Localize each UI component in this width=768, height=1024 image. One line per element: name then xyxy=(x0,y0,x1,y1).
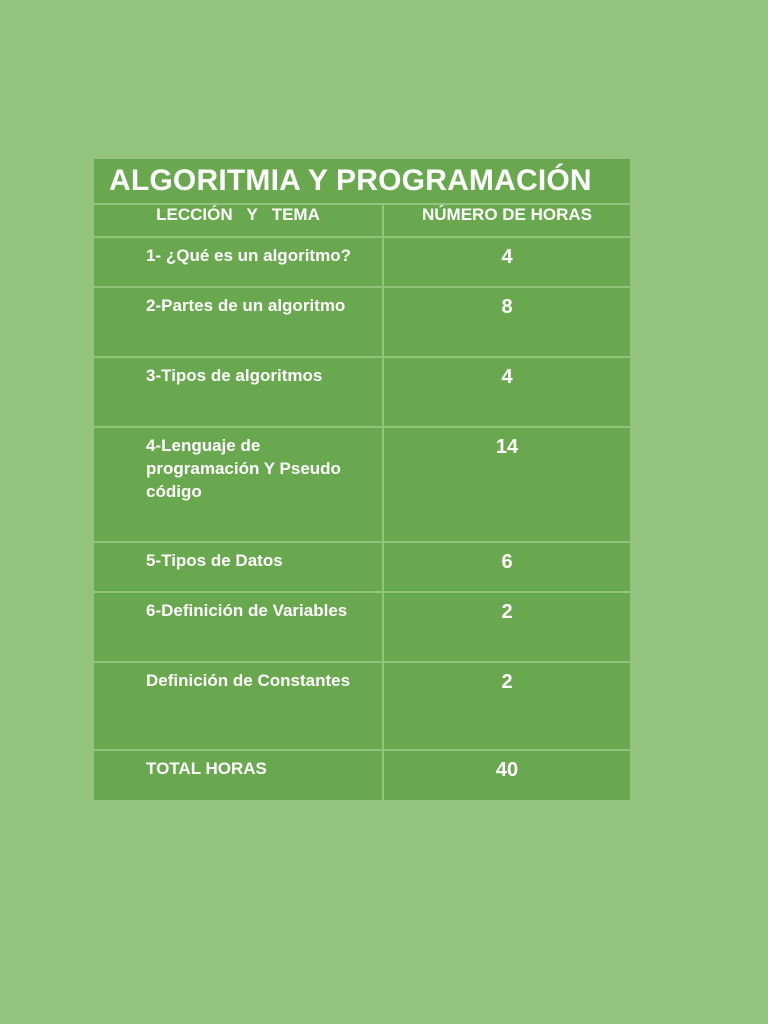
table-row xyxy=(94,592,630,662)
table-total-row xyxy=(94,750,630,800)
column-header-lesson: LECCIÓN Y TEMA xyxy=(94,205,383,237)
hours-cell: 6 xyxy=(383,542,630,592)
table-row xyxy=(94,357,630,427)
lesson-cell: 4-Lenguaje de programación Y Pseudo código xyxy=(94,427,383,542)
total-label-cell: TOTAL HORAS xyxy=(94,750,383,800)
page-title: ALGORITMIA Y PROGRAMACIÓN xyxy=(109,164,592,197)
lesson-cell: 6-Definición de Variables xyxy=(94,592,383,662)
title-bar xyxy=(94,159,630,205)
hours-cell: 4 xyxy=(383,237,630,287)
lesson-hours-sheet xyxy=(94,159,630,800)
lesson-cell: 3-Tipos de algoritmos xyxy=(94,357,383,427)
lesson-cell: 2-Partes de un algoritmo xyxy=(94,287,383,357)
hours-cell: 2 xyxy=(383,662,630,750)
table-row xyxy=(94,287,630,357)
lesson-cell: 5-Tipos de Datos xyxy=(94,542,383,592)
table-header-row xyxy=(94,205,630,237)
table-row xyxy=(94,427,630,542)
hours-cell: 2 xyxy=(383,592,630,662)
table-row xyxy=(94,662,630,750)
table-row xyxy=(94,237,630,287)
lesson-cell: Definición de Constantes xyxy=(94,662,383,750)
table-row xyxy=(94,542,630,592)
total-hours-cell: 40 xyxy=(383,750,630,800)
hours-cell: 8 xyxy=(383,287,630,357)
lesson-hours-table xyxy=(94,205,630,800)
lesson-cell: 1- ¿Qué es un algoritmo? xyxy=(94,237,383,287)
hours-cell: 4 xyxy=(383,357,630,427)
column-header-hours: NÚMERO DE HORAS xyxy=(383,205,630,237)
hours-cell: 14 xyxy=(383,427,630,542)
